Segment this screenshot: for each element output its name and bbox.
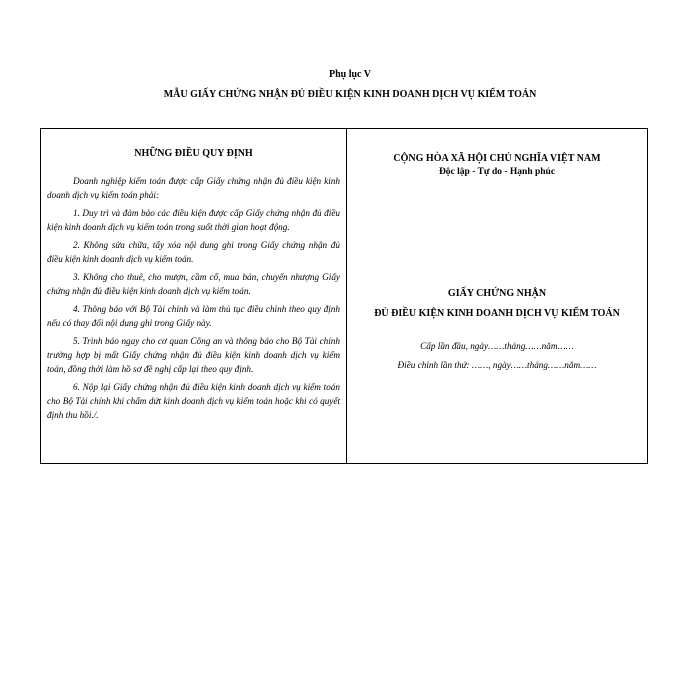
certificate-panel bbox=[347, 129, 647, 463]
rule-item: 4. Thông báo với Bộ Tài chính và làm thủ tục điều chỉnh theo quy định nếu có thay đổi nội dung ghi trong Giấy này. bbox=[47, 304, 340, 328]
national-title: CỘNG HÒA XÃ HỘI CHỦ NGHĨA VIỆT NAM bbox=[393, 153, 601, 164]
certificate-subtitle: ĐỦ ĐIỀU KIỆN KINH DOANH DỊCH VỤ KIỂM TOÁN bbox=[374, 308, 620, 319]
adjustment-line: Điều chỉnh lần thứ: ……, ngày……tháng……năm…… bbox=[397, 360, 597, 370]
national-motto: Độc lập - Tự do - Hạnh phúc bbox=[438, 167, 556, 177]
certificate-block bbox=[347, 287, 647, 371]
issue-date-line: Cấp lần đầu, ngày……tháng……năm…… bbox=[420, 341, 574, 351]
appendix-label: Phụ lục V bbox=[328, 69, 372, 80]
certificate-form bbox=[40, 128, 648, 464]
certificate-title: GIẤY CHỨNG NHẬN bbox=[447, 288, 547, 299]
rule-item: 3. Không cho thuê, cho mượn, cầm cố, mua bán, chuyển nhượng Giấy chứng nhận đủ điều kiện kinh doanh dịch vụ kiểm toán. bbox=[47, 272, 340, 296]
document-title: MẪU GIẤY CHỨNG NHẬN ĐỦ ĐIỀU KIỆN KINH DOANH DỊCH VỤ KIỂM TOÁN bbox=[163, 89, 537, 100]
rules-panel bbox=[41, 129, 347, 463]
rule-item: 5. Trình báo ngay cho cơ quan Công an và thông báo cho Bộ Tài chính trường hợp bị mất Giấy chứng nhận đủ điều kiện kinh doanh dịch vụ kiểm toán, đồng thời làm hồ sơ đề nghị cấp lại theo quy định. bbox=[47, 336, 340, 374]
rule-item: 1. Duy trì và đảm bảo các điều kiện được cấp Giấy chứng nhận đủ điều kiện kinh doanh dịch vụ kiểm toán trong suốt thời gian hoạt động. bbox=[47, 208, 340, 232]
rules-heading: NHỮNG ĐIỀU QUY ĐỊNH bbox=[134, 148, 253, 159]
rules-intro: Doanh nghiệp kiểm toán được cấp Giấy chứng nhận đủ điều kiện kinh doanh dịch vụ kiểm toán phải: bbox=[47, 176, 340, 200]
rule-item: 6. Nộp lại Giấy chứng nhận đủ điều kiện kinh doanh dịch vụ kiểm toán cho Bộ Tài chính khi chấm dứt kinh doanh dịch vụ kiểm toán hoặc khi có quyết định thu hồi./. bbox=[47, 382, 340, 420]
rule-item: 2. Không sửa chữa, tẩy xóa nội dung ghi trong Giấy chứng nhận đủ điều kiện kinh doanh dịch vụ kiểm toán. bbox=[47, 240, 340, 264]
